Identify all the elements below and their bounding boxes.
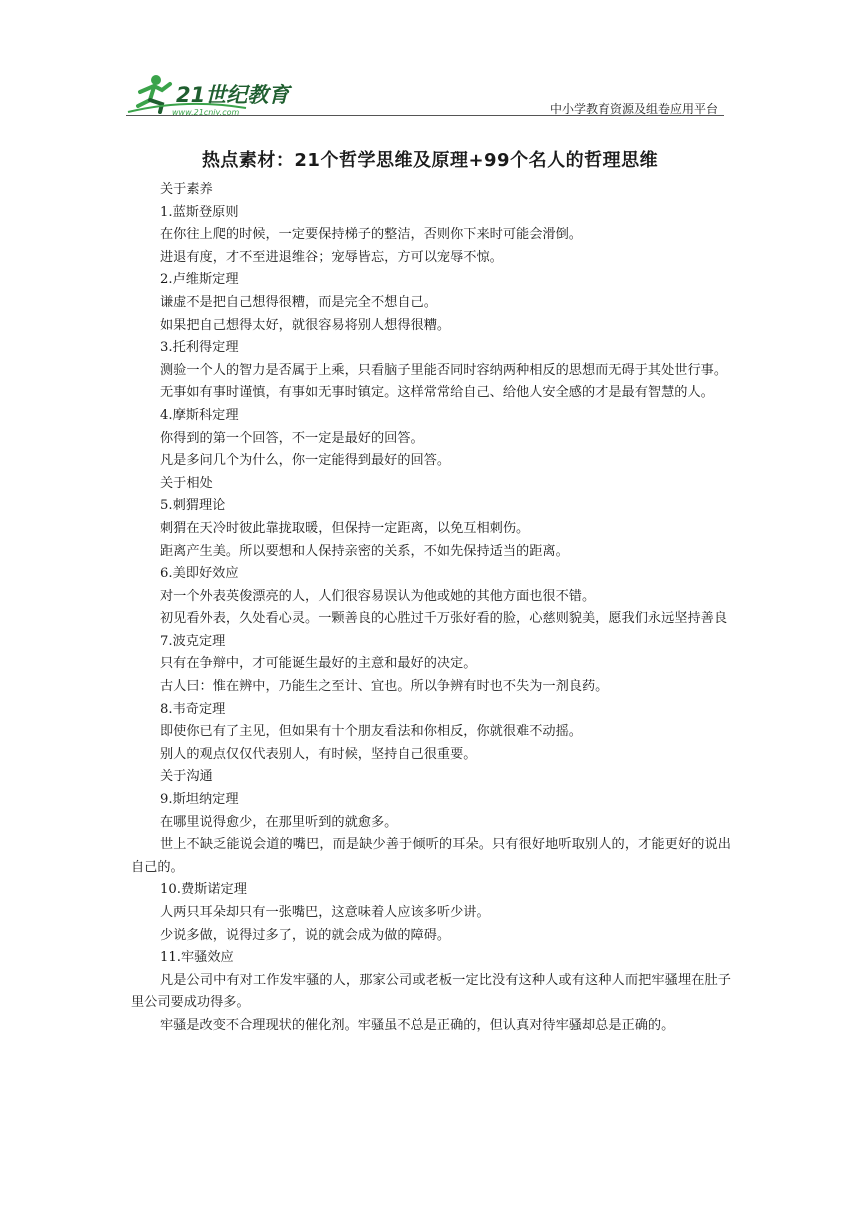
platform-text: 中小学教育资源及组卷应用平台 <box>549 102 718 116</box>
text-line: 关于相处 <box>160 475 213 491</box>
text-line: 刺猬在天冷时彼此靠拢取暖，但保持一定距离，以免互相刺伤。 <box>160 520 530 536</box>
text-line: 人两只耳朵却只有一张嘴巴，这意味着人应该多听少讲。 <box>160 905 490 920</box>
text-line: 在你往上爬的时候，一定要保持梯子的整洁，否则你下来时可能会滑倒。 <box>160 227 582 243</box>
text-line: 11.牢骚效应 <box>160 950 234 966</box>
logo-text: 21世纪教育 <box>176 83 290 107</box>
text-line: 7.波克定理 <box>160 633 226 649</box>
text-line: 进退有度，才不至进退维谷；宠辱皆忘，方可以宠辱不惊。 <box>160 249 503 265</box>
text-line: 古人曰：惟在辨中，乃能生之至计、宜也。所以争辨有时也不失为一剂良药。 <box>160 679 609 695</box>
text-line: 在哪里说得愈少，在那里听到的就愈多。 <box>160 814 398 830</box>
logo-url-text: www.21cnjy.com <box>172 108 240 116</box>
page-title: 热点素材：21个哲学思维及原理+99个名人的哲理思维 <box>201 150 659 171</box>
text-line: 少说多做，说得过多了，说的就会成为做的障碍。 <box>160 927 451 943</box>
text-line: 2.卢维斯定理 <box>160 272 239 288</box>
text-line: 6.美即好效应 <box>160 566 239 582</box>
header-divider <box>126 115 724 116</box>
text-line: 世上不缺乏能说会道的嘴巴，而是缺少善于倾听的耳朵。只有很好地听取别人的，才能更好的说出自己的。 <box>131 837 731 875</box>
text-line: 关于沟通 <box>160 769 213 785</box>
text-line: 5.刺猬理论 <box>160 498 226 514</box>
text-line: 9.斯坦纳定理 <box>160 792 239 808</box>
text-line: 即使你已有了主见，但如果有十个朋友看法和你相反，你就很难不动摇。 <box>160 724 582 740</box>
text-line: 距离产生美。所以要想和人保持亲密的关系，不如先保持适当的距离。 <box>160 543 569 559</box>
text-line: 测验一个人的智力是否属于上乘，只看脑子里能否同时容纳两种相反的思想而无碍于其处世行事。 <box>160 362 728 378</box>
text-line: 1.蓝斯登原则 <box>160 204 239 220</box>
text-line: 4.摩斯科定理 <box>160 407 239 423</box>
text-line: 凡是公司中有对工作发牢骚的人，那家公司或老板一定比没有这种人或有这种人而把牢骚埋在肚子里公司要成功得多。 <box>131 972 731 1011</box>
text-line: 对一个外表英俊漂亮的人，人们很容易误认为他或她的其他方面也很不错。 <box>160 588 596 604</box>
text-line: 8.韦奇定理 <box>160 701 226 717</box>
text-line: 牢骚是改变不合理现状的催化剂。牢骚虽不总是正确的，但认真对待牢骚却总是正确的。 <box>160 1017 675 1033</box>
text-line: 只有在争辩中，才可能诞生最好的主意和最好的决定。 <box>160 656 477 672</box>
text-line: 关于素养 <box>160 182 213 197</box>
text-line: 谦虚不是把自己想得很糟，而是完全不想自己。 <box>160 294 437 310</box>
document-body <box>131 179 731 1038</box>
text-line: 别人的观点仅仅代表别人，有时候，坚持自己很重要。 <box>160 746 477 762</box>
text-line: 初见看外表，久处看心灵。一颗善良的心胜过千万张好看的脸，心慈则貌美，愿我们永远坚持善良 <box>160 611 728 627</box>
text-line: 3.托利得定理 <box>160 340 239 356</box>
text-line: 10.费斯诺定理 <box>160 882 247 898</box>
text-line: 你得到的第一个回答，不一定是最好的回答。 <box>160 430 424 446</box>
page-header <box>126 60 724 116</box>
text-line: 无事如有事时谨慎，有事如无事时镇定。这样常常给自己、给他人安全感的才是最有智慧的人。 <box>160 385 714 401</box>
logo <box>126 72 296 116</box>
text-line: 如果把自己想得太好，就很容易将别人想得很糟。 <box>160 317 451 333</box>
text-line: 凡是多问几个为什么，你一定能得到最好的回答。 <box>160 453 451 469</box>
